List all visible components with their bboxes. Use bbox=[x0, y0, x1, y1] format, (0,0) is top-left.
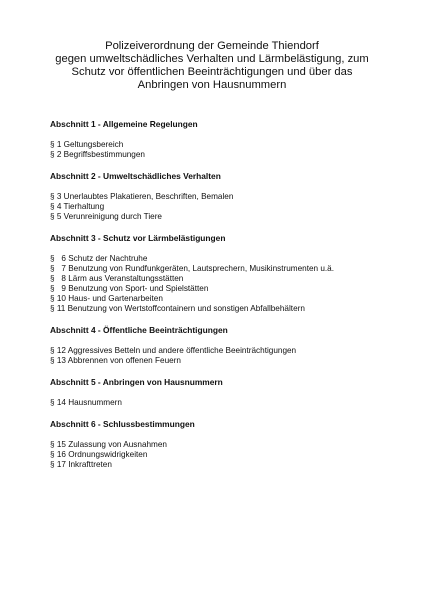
section-entries bbox=[50, 192, 390, 222]
toc-entry: § 2 Begriffsbestimmungen bbox=[50, 150, 145, 159]
section-entries bbox=[50, 140, 390, 160]
toc-entry: § 6 Schutz der Nachtruhe bbox=[50, 254, 148, 263]
toc-entry: § 7 Benutzung von Rundfunkgeräten, Lautsprechern, Musikinstrumenten u.ä. bbox=[50, 264, 335, 273]
section-2 bbox=[50, 171, 390, 222]
document-title bbox=[40, 40, 384, 92]
section-entries bbox=[50, 346, 390, 366]
toc-entry: § 8 Lärm aus Veranstaltungsstätten bbox=[50, 274, 184, 283]
toc-entry: § 9 Benutzung von Sport- und Spielstätten bbox=[50, 284, 209, 293]
section-3 bbox=[50, 233, 390, 314]
table-of-contents bbox=[50, 119, 390, 481]
section-heading: Abschnitt 6 - Schlussbestimmungen bbox=[50, 419, 195, 429]
toc-entry: § 16 Ordnungswidrigkeiten bbox=[50, 450, 148, 459]
section-heading: Abschnitt 3 - Schutz vor Lärmbelästigungen bbox=[50, 233, 226, 243]
toc-entry: § 4 Tierhaltung bbox=[50, 202, 105, 211]
toc-entry: § 3 Unerlaubtes Plakatieren, Beschriften, Bemalen bbox=[50, 192, 234, 201]
title-line: Polizeiverordnung der Gemeinde Thiendorf bbox=[105, 40, 319, 52]
section-5 bbox=[50, 377, 390, 408]
section-1 bbox=[50, 119, 390, 160]
title-line: gegen umweltschädliches Verhalten und Lärmbelästigung, zum bbox=[55, 53, 369, 65]
toc-entry: § 5 Verunreinigung durch Tiere bbox=[50, 212, 162, 221]
section-4 bbox=[50, 325, 390, 366]
toc-entry: § 12 Aggressives Betteln und andere öffentliche Beeinträchtigungen bbox=[50, 346, 297, 355]
section-entries bbox=[50, 398, 390, 408]
title-line: Schutz vor öffentlichen Beeinträchtigungen und über das bbox=[71, 66, 353, 78]
toc-entry: § 14 Hausnummern bbox=[50, 398, 122, 407]
section-heading: Abschnitt 5 - Anbringen von Hausnummern bbox=[50, 377, 223, 387]
section-heading: Abschnitt 2 - Umweltschädliches Verhalten bbox=[50, 171, 221, 181]
section-entries bbox=[50, 440, 390, 470]
toc-entry: § 11 Benutzung von Wertstoffcontainern und sonstigen Abfallbehältern bbox=[50, 304, 305, 313]
title-line: Anbringen von Hausnummern bbox=[137, 79, 287, 91]
toc-entry: § 17 Inkrafttreten bbox=[50, 460, 112, 469]
section-6 bbox=[50, 419, 390, 470]
toc-entry: § 10 Haus- und Gartenarbeiten bbox=[50, 294, 163, 303]
section-heading: Abschnitt 4 - Öffentliche Beeinträchtigungen bbox=[50, 325, 228, 335]
toc-entry: § 15 Zulassung von Ausnahmen bbox=[50, 440, 167, 449]
toc-entry: § 1 Geltungsbereich bbox=[50, 140, 124, 149]
toc-entry: § 13 Abbrennen von offenen Feuern bbox=[50, 356, 181, 365]
section-entries bbox=[50, 254, 390, 314]
section-heading: Abschnitt 1 - Allgemeine Regelungen bbox=[50, 119, 198, 129]
